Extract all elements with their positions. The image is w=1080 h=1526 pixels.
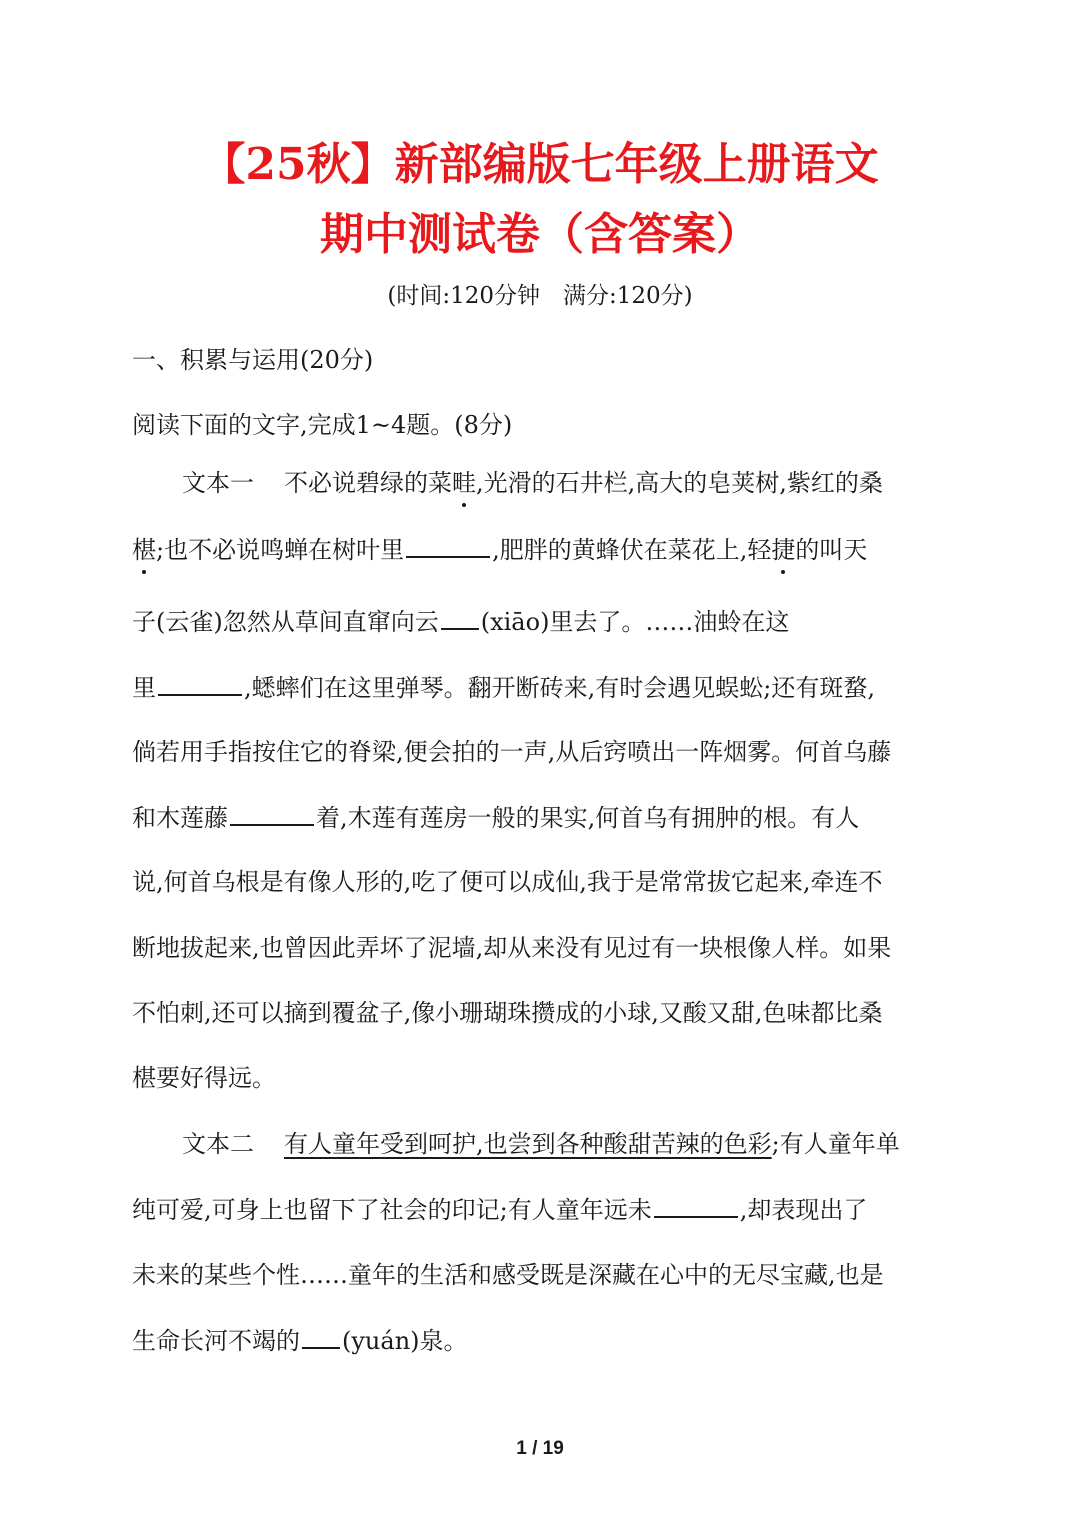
- text1-line-8: 断地拔起来,也曾因此弄坏了泥墙,却从来没有见过有一块根像人样。如果: [132, 934, 892, 962]
- fill-blank[interactable]: [302, 1323, 340, 1349]
- text2-line-3: 未来的某些个性……童年的生活和感受既是深藏在心中的无尽宝藏,也是: [132, 1261, 884, 1289]
- text1-line-5: 倘若用手指按住它的脊梁,便会拍的一声,从后窍喷出一阵烟雾。何首乌藤: [132, 738, 892, 766]
- text1-line-10: 椹要好得远。: [132, 1064, 276, 1092]
- text1-line-6: [132, 800, 952, 835]
- text1-line-2: [132, 532, 952, 567]
- text2-fragment: 生命长河不竭的: [132, 1327, 300, 1355]
- text2-fragment: ,却表现出了: [739, 1196, 868, 1224]
- text1-label: 文本一: [182, 469, 254, 497]
- text2-fragment: (yuán)泉。: [342, 1327, 468, 1355]
- fill-blank[interactable]: [441, 604, 479, 630]
- page-title-line-2: 期中测试卷（含答案）: [320, 209, 760, 260]
- text1-line-7: 说,何首乌根是有像人形的,吃了便可以成仙,我于是常常拔它起来,牵连不: [132, 868, 883, 896]
- page-number: 1 / 19: [516, 1438, 564, 1459]
- text1-fragment: 里: [132, 674, 156, 702]
- text1-fragment: ,光滑的石井栏,高大的皂荚树,紫红的桑: [476, 469, 883, 497]
- text1-fragment: 子(云雀)忽然从草间直窜向云: [132, 608, 439, 636]
- text1-line-1: [182, 466, 952, 500]
- text2-fragment: ;有人童年单: [771, 1130, 900, 1158]
- text2-fragment: 纯可爱,可身上也留下了社会的印记;有人童年远未: [132, 1196, 652, 1224]
- page-title-line-1: 【25秋】新部编版七年级上册语文: [201, 139, 879, 190]
- fill-blank[interactable]: [654, 1192, 738, 1218]
- text1-fragment: 不必说碧绿的菜: [284, 469, 452, 497]
- emphasis-dot-char: 捷: [771, 533, 795, 567]
- text1-line-4: [132, 670, 952, 705]
- text1-fragment: 的叫天: [795, 536, 868, 564]
- emphasis-dot-char: 椹: [132, 533, 156, 567]
- text1-fragment: 着,木莲有莲房一般的果实,何首乌有拥肿的根。有人: [316, 804, 860, 832]
- emphasis-dot-char: 畦: [452, 466, 476, 500]
- text2-line-2: [132, 1192, 952, 1227]
- text2-label: 文本二: [182, 1130, 254, 1158]
- exam-time-and-score: (时间:120分钟 满分:120分): [387, 283, 693, 309]
- text1-line-3: [132, 604, 952, 639]
- fill-blank[interactable]: [230, 800, 314, 826]
- text2-line-1: [182, 1127, 952, 1161]
- section-heading: 一、积累与运用(20分): [132, 346, 374, 374]
- text1-fragment: (xiāo)里去了。……油蛉在这: [480, 608, 790, 636]
- text2-line-4: [132, 1323, 952, 1358]
- underlined-sentence: 有人童年受到呵护,也尝到各种酸甜苦辣的色彩: [284, 1130, 772, 1158]
- fill-blank[interactable]: [406, 532, 490, 558]
- fill-blank[interactable]: [158, 670, 242, 696]
- text1-fragment: ;也不必说鸣蝉在树叶里: [156, 536, 405, 564]
- text1-fragment: ,肥胖的黄蜂伏在菜花上,轻: [492, 536, 772, 564]
- text1-fragment: 和木莲藤: [132, 804, 228, 832]
- reading-instruction: 阅读下面的文字,完成1~4题。(8分): [132, 411, 513, 439]
- text1-fragment: ,蟋蟀们在这里弹琴。翻开断砖来,有时会遇见蜈蚣;还有斑蝥,: [244, 674, 875, 702]
- text1-line-9: 不怕刺,还可以摘到覆盆子,像小珊瑚珠攒成的小球,又酸又甜,色味都比桑: [132, 999, 883, 1027]
